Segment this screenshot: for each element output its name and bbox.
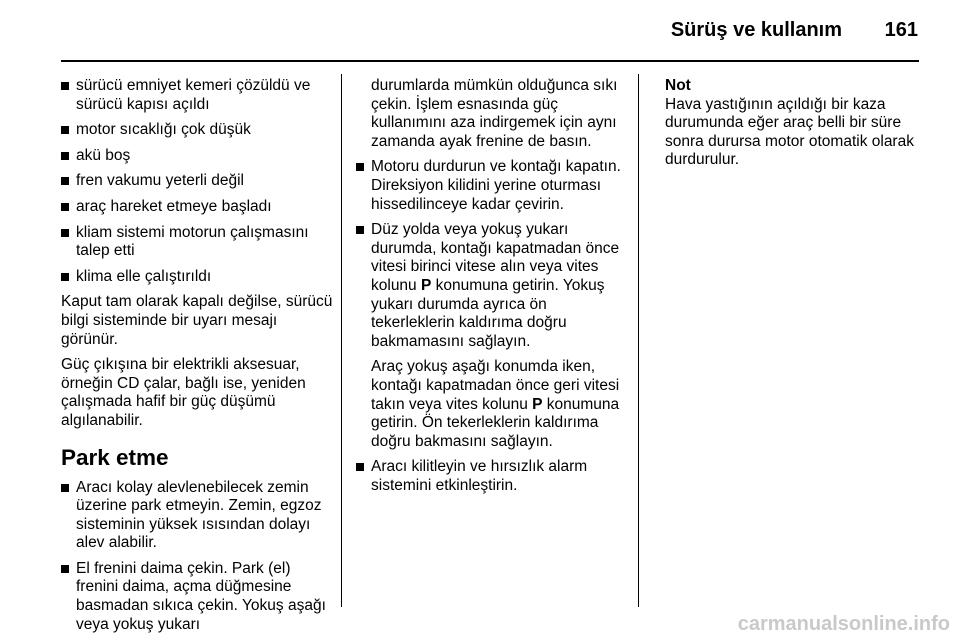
- condition-list: [61, 77, 333, 286]
- column-divider-1: [341, 74, 342, 607]
- bullet-square-icon: [356, 226, 364, 234]
- park-list: [61, 479, 333, 635]
- list-item: motor sıcaklığı çok düşük: [61, 121, 333, 140]
- column-left: [61, 77, 333, 641]
- list-item: El frenini daima çekin. Park (el) frenini daima, açma düğmesine basmadan sıkıca çekin. Yokuş aşağı veya yokuş yukarı: [61, 560, 333, 634]
- bullet-square-icon: [61, 177, 69, 185]
- hood-warning-paragraph: Kaput tam olarak kapalı değilse, sürücü bilgi sisteminde bir uyarı mesajı görünür.: [61, 293, 333, 348]
- park-list-continued: [356, 158, 626, 351]
- bullet-square-icon: [61, 126, 69, 134]
- lock-list: [356, 458, 626, 495]
- power-drop-paragraph: Güç çıkışına bir elektrikli aksesuar, örneğin CD çalar, bağlı ise, yeniden çalışmada hafif bir güç düşümü algılanabilir.: [61, 356, 306, 429]
- bullet-square-icon: [61, 152, 69, 160]
- section-title: Sürüş ve kullanım: [670, 19, 842, 41]
- park-heading: Park etme: [61, 444, 169, 470]
- list-item: kliam sistemi motorun çalışmasını talep etti: [61, 224, 333, 261]
- bullet-square-icon: [61, 273, 69, 281]
- watermark: carmanualsonline.info: [737, 613, 950, 635]
- bullet-square-icon: [61, 82, 69, 90]
- list-item: akü boş: [61, 147, 333, 166]
- gear-p-label: P: [420, 276, 432, 294]
- bullet-square-icon: [61, 484, 69, 492]
- list-item: sürücü emniyet kemeri çözüldü ve sürücü kapısı açıldı: [61, 77, 333, 114]
- list-item: araç hareket etmeye başladı: [61, 198, 333, 217]
- gear-p-label: P: [532, 395, 543, 413]
- column-divider-2: [638, 74, 639, 607]
- page-number: 161: [884, 19, 918, 41]
- list-item: Aracı kilitleyin ve hırsızlık alarm sistemini etkinleştirin.: [356, 458, 626, 495]
- list-item: Motoru durdurun ve kontağı kapatın. Direksiyon kilidini yerine oturması hissedilinceye kadar çevirin.: [356, 158, 626, 214]
- bullet-square-icon: [61, 203, 69, 211]
- bullet-square-icon: [61, 565, 69, 573]
- bullet-square-icon: [61, 229, 69, 237]
- bullet-square-icon: [356, 163, 364, 171]
- continued-text: durumlarda mümkün olduğunca sıkı çekin. İşlem esnasında güç kullanımını aza indirgemek için aynı zamanda ayak frenine de basın.: [371, 77, 618, 150]
- list-item: Aracı kolay alevlenebilecek zemin üzerine park etmeyin. Zemin, egzoz sisteminin yüksek ısısından dolayı alev alabilir.: [61, 479, 333, 553]
- page-header: [0, 0, 960, 58]
- note-title: Not: [665, 77, 691, 94]
- list-item: klima elle çalıştırıldı: [61, 268, 333, 287]
- header-rule: [61, 60, 919, 62]
- column-middle: [356, 77, 626, 502]
- column-right: [665, 77, 923, 170]
- list-item: fren vakumu yeterli değil: [61, 172, 333, 191]
- bullet-square-icon: [356, 463, 364, 471]
- list-item: Düz yolda veya yokuş yukarı durumda, kontağı kapatmadan önce vitesi birinci vitese alın veya vites kolunu P konumuna getirin. Yokuş yukarı durumda ayrıca ön tekerleklerin kaldırıma doğru bakmamasını sağlayın.: [356, 221, 626, 351]
- downhill-paragraph: Araç yokuş aşağı konumda iken, kontağı kapatmadan önce geri vitesi takın veya vites kolunu P konumuna getirin. Ön tekerleklerin kaldırıma doğru bakmasını sağlayın.: [371, 358, 620, 450]
- note-text: Hava yastığının açıldığı bir kaza durumunda eğer araç belli bir süre sonra durursa motor otomatik olarak durdurulur.: [665, 95, 914, 169]
